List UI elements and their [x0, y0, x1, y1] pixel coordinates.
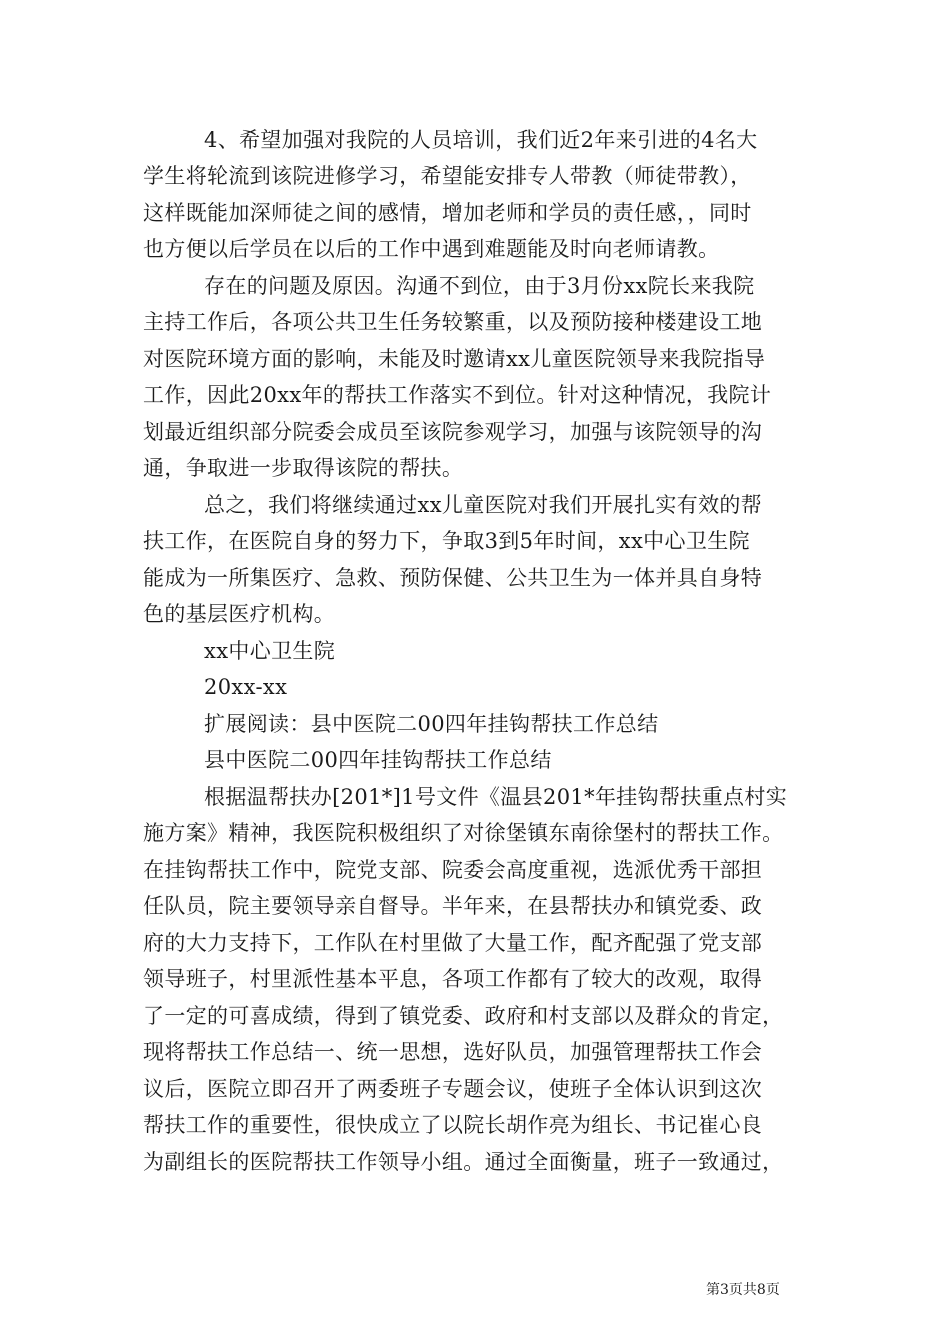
- text-line: 划最近组织部分院委会成员至该院参观学习，加强与该院领导的沟: [143, 420, 763, 444]
- text-line: 根据温帮扶办[201*]1号文件《温县201*年挂钩帮扶重点村实: [204, 785, 788, 809]
- text-line: 色的基层医疗机构。: [143, 602, 336, 626]
- text-line: 对医院环境方面的影响，未能及时邀请xx儿童医院领导来我院指导: [143, 347, 766, 371]
- page-indicator: 第3页共8页: [706, 1282, 780, 1298]
- text-line: 府的大力支持下，工作队在村里做了大量工作，配齐配强了党支部: [143, 931, 763, 955]
- text-line: 了一定的可喜成绩，得到了镇党委、政府和村支部以及群众的肯定，: [143, 1004, 784, 1028]
- text-line: 学生将轮流到该院进修学习，希望能安排专人带教（师徒带教），: [143, 164, 752, 188]
- text-line: 4、希望加强对我院的人员培训，我们近2年来引进的4名大: [204, 128, 758, 152]
- text-line: 在挂钩帮扶工作中，院党支部、院委会高度重视，选派优秀干部担: [143, 858, 763, 882]
- text-line: 总之，我们将继续通过xx儿童医院对我们开展扎实有效的帮: [204, 493, 763, 517]
- signature-date: 20xx-xx: [204, 675, 288, 699]
- text-line: 存在的问题及原因。沟通不到位，由于3月份xx院长来我院: [204, 274, 755, 298]
- text-line: 这样既能加深师徒之间的感情，增加老师和学员的责任感，，同时: [143, 201, 752, 225]
- text-line: 领导班子，村里派性基本平息，各项工作都有了较大的改观，取得: [143, 967, 763, 991]
- extended-reading-heading: 扩展阅读：县中医院二00四年挂钩帮扶工作总结: [204, 712, 659, 736]
- text-line: 帮扶工作的重要性，很快成立了以院长胡作亮为组长、书记崔心良: [143, 1113, 763, 1137]
- text-line: 为副组长的医院帮扶工作领导小组。通过全面衡量，班子一致通过，: [143, 1150, 784, 1174]
- text-line: 主持工作后，各项公共卫生任务较繁重，以及预防接种楼建设工地: [143, 310, 763, 334]
- section-title: 县中医院二00四年挂钩帮扶工作总结: [204, 748, 552, 772]
- text-line: 扶工作，在医院自身的努力下，争取3到5年时间，xx中心卫生院: [143, 529, 750, 553]
- text-line: 施方案》精神，我医院积极组织了对徐堡镇东南徐堡村的帮扶工作。: [143, 821, 784, 845]
- text-line: 任队员，院主要领导亲自督导。半年来，在县帮扶办和镇党委、政: [143, 894, 763, 918]
- text-line: 通，争取进一步取得该院的帮扶。: [143, 456, 464, 480]
- text-line: 工作，因此20xx年的帮扶工作落实不到位。针对这种情况，我院计: [143, 383, 772, 407]
- text-line: 议后，医院立即召开了两委班子专题会议，使班子全体认识到这次: [143, 1077, 763, 1101]
- text-line: 现将帮扶工作总结一、统一思想，选好队员，加强管理帮扶工作会: [143, 1040, 763, 1064]
- text-line: 能成为一所集医疗、急救、预防保健、公共卫生为一体并具自身特: [143, 566, 763, 590]
- text-line: 也方便以后学员在以后的工作中遇到难题能及时向老师请教。: [143, 237, 720, 261]
- signature-org: xx中心卫生院: [204, 639, 336, 663]
